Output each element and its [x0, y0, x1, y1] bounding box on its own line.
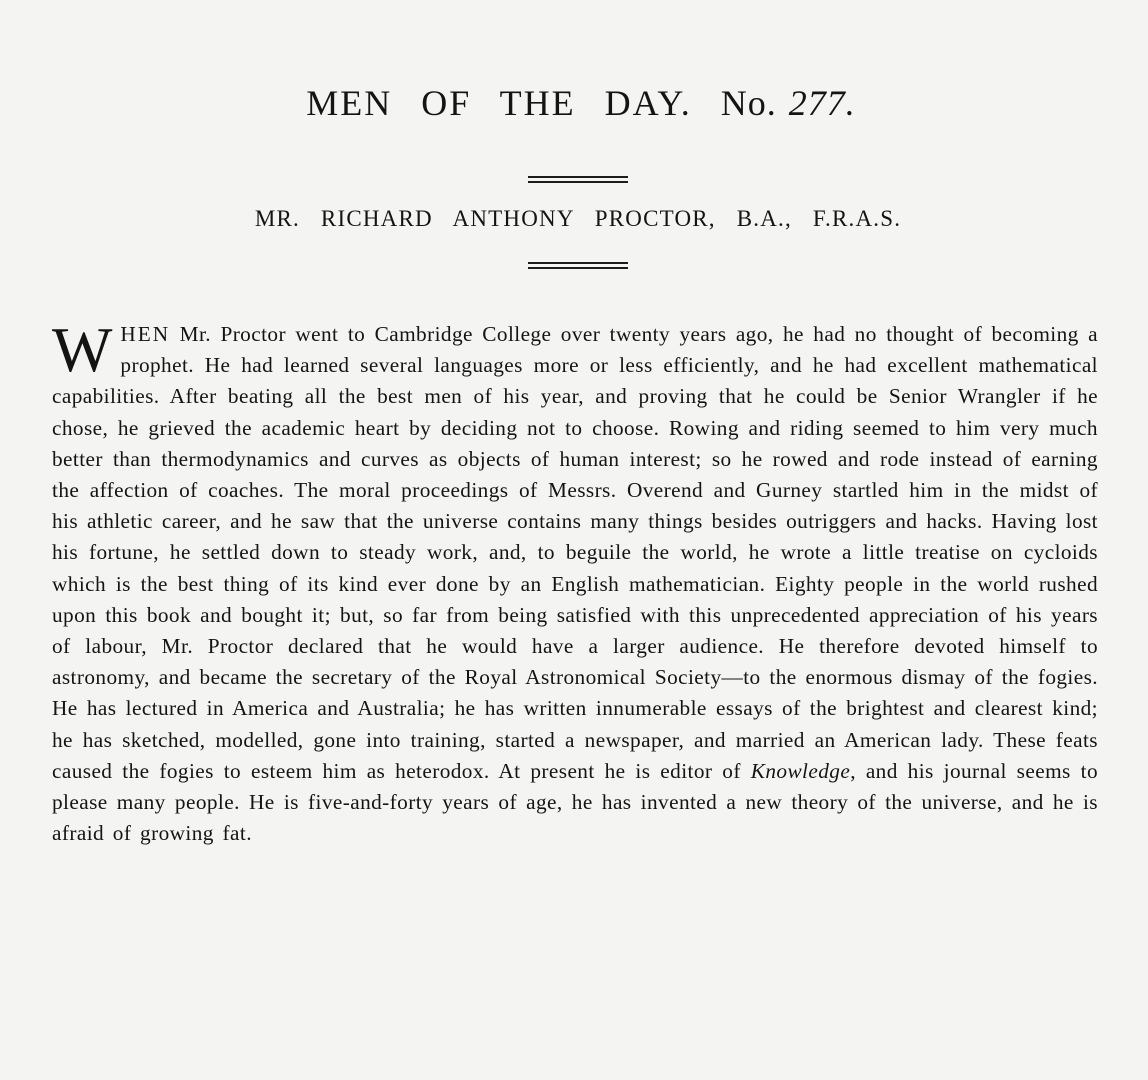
- article-text-part-1: Mr. Proctor went to Cambridge College over twenty years ago, he had no thought of becoming a prophet. He had learned several languages more or less efficiently, and he had excellent mathematical capabilities. After beating all the best men of his year, and proving that he could be Senior Wrangler if he chose, he grieved the academic heart by deciding not to choose. Rowing and riding seemed to him very much better than thermodynamics and curves as objects of human interest; so he rowed and rode instead of earning the affection of coaches. The moral proceedings of Messrs. Overend and Gurney startled him in the midst of his athletic career, and he saw that the universe contains many things besides outriggers and hacks. Having lost his fortune, he settled down to steady work, and, to beguile the world, he wrote a little treatise on cycloids which is the best thing of its kind ever done by an English mathematician. Eighty people in the world rushed upon this book and bought it; but, so far from being satisfied with this unprecedented appreciation of his years of labour, Mr. Proctor declared that he would have a larger audience. He therefore devoted himself to astronomy, and became the secretary of the Royal Astronomical Society—to the enormous dismay of the fogies. He has lectured in America and Australia; he has written innumerable essays of the brightest and clearest kind; he has sketched, modelled, gone into training, started a newspaper, and married an American lady. These feats caused the fogies to esteem him as heterodox. At present he is editor of: [52, 322, 1098, 783]
- subject-name: MR. RICHARD ANTHONY PROCTOR, B.A., F.R.A.S.: [254, 206, 902, 231]
- issue-number: [721, 83, 856, 123]
- double-rule-divider: [528, 176, 628, 184]
- article-body: [52, 314, 1099, 849]
- issue-label: No.: [720, 83, 777, 123]
- first-word-rest: HEN: [120, 322, 171, 346]
- issue-value: 277.: [788, 83, 856, 123]
- double-rule-divider: [528, 262, 628, 270]
- series-title: MEN OF THE DAY.: [306, 83, 692, 123]
- journal-name: Knowledge: [750, 758, 851, 783]
- page-title: [0, 82, 1148, 124]
- article-text-part-2: , and his journal seems to please many people. He is five-and-forty years of age, he has invented a new theory of the universe, and he is afraid of growing fat.: [52, 758, 1099, 846]
- drop-cap: W: [52, 314, 113, 385]
